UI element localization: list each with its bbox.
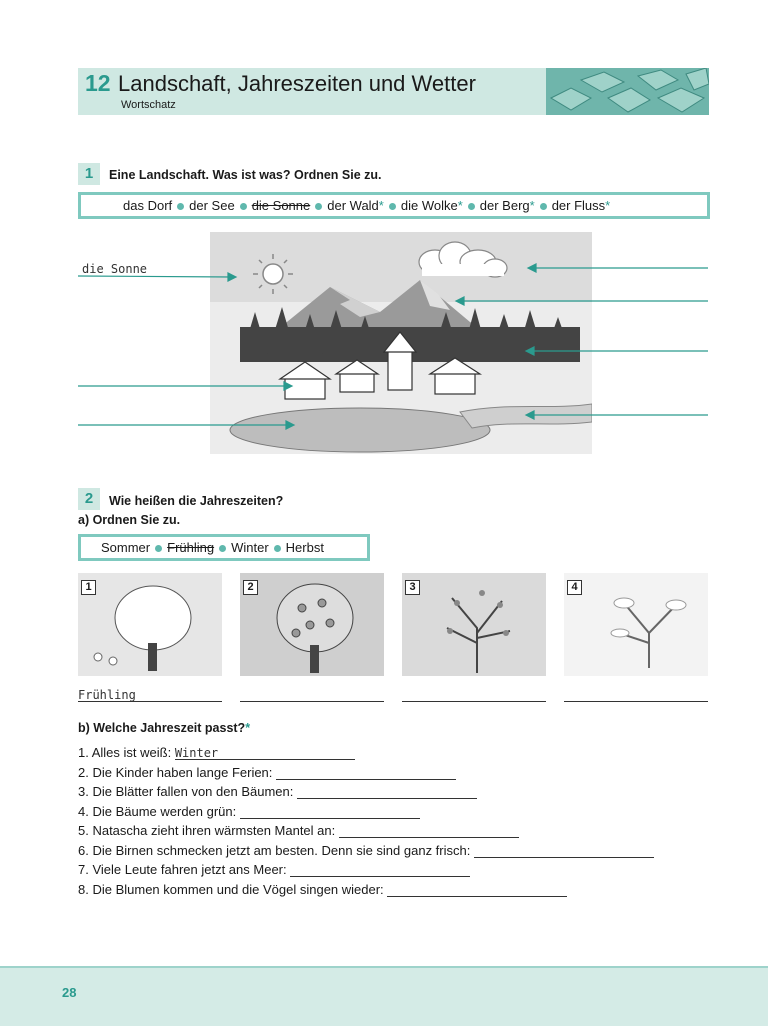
question-text: 6. Die Birnen schmecken jetzt am besten. Denn sie sind ganz frisch: [78,842,474,858]
landscape-word: das Dorf [123,198,173,213]
question-row [78,784,477,799]
question-text: 7. Viele Leute fahren jetzt ans Meer: [78,862,291,877]
page-footer [0,966,768,1026]
question-text: 8. Die Blumen kommen und die Vögel singen wieder: [78,881,388,897]
star-marker: * [457,198,463,213]
separator-dot [219,545,226,552]
season-answer-line[interactable] [240,686,384,702]
landscape-word: der Wald [327,198,379,213]
question-row [78,862,470,877]
word-box-2 [78,534,370,561]
star-marker: * [378,198,384,213]
exercise-2-instruction: Wie heißen die Jahreszeiten? [109,494,284,508]
landscape-word: der Berg [479,198,530,213]
answer-line[interactable] [297,784,477,799]
answer-line[interactable] [240,804,420,819]
unit-title: Landschaft, Jahreszeiten und Wetter [118,71,476,96]
answer-line[interactable] [290,862,470,877]
separator-dot [274,545,281,552]
question-row [78,843,654,858]
season-picture-3 [402,573,546,676]
exercise-1-instruction: Eine Landschaft. Was ist was? Ordnen Sie zu. [109,168,382,182]
unit-subtitle: Wortschatz [121,99,176,111]
question-text: 1. Alles ist weiß: [78,745,175,760]
answer-line[interactable] [175,745,355,760]
question-row [78,882,567,897]
season-picture-number: 2 [243,580,258,595]
landscape-word: der Fluss [551,198,606,213]
answer-line[interactable] [339,823,519,838]
separator-dot [155,545,162,552]
exercise-2a-instruction: a) Ordnen Sie zu. [78,513,181,527]
page-number: 28 [62,985,77,1000]
season-picture-1 [78,573,222,676]
question-text: 5. Natascha zieht ihren wärmsten Mantel an: [78,823,339,838]
answer-line[interactable] [276,765,456,780]
handwritten-answer: Winter [174,746,219,760]
season-word: Herbst [285,540,324,555]
season-picture-number: 4 [567,580,582,595]
exercise-1-number: 1 [78,163,100,185]
question-text: 3. Die Blätter fallen von den Bäumen: [78,784,297,799]
season-answer: Frühling [78,688,136,702]
unit-number: 12 [85,70,111,96]
exercise-2-number: 2 [78,488,100,510]
question-row [78,745,355,760]
exercise-2b-instruction [78,721,250,735]
season-picture-2 [240,573,384,676]
season-picture-4 [564,573,708,676]
season-word: Winter [231,540,269,555]
answer-line[interactable] [387,882,567,897]
star-marker: * [529,198,535,213]
season-answer-line[interactable] [402,686,546,702]
question-text: 2. Die Kinder haben lange Ferien: [78,764,277,780]
season-word: Sommer [101,540,151,555]
part-b-text: b) Welche Jahreszeit passt? [78,721,246,735]
season-picture-number: 1 [81,580,96,595]
landscape-word: die Sonne [251,198,311,213]
example-answer-sonne: die Sonne [82,262,148,276]
question-row [78,804,420,819]
answer-line[interactable] [474,843,654,858]
question-row [78,765,456,780]
question-row [78,823,519,838]
landscape-word: die Wolke [400,198,458,213]
landscape-word: der See [189,198,235,213]
season-answer-line[interactable] [78,686,222,702]
season-word: Frühling [167,540,215,555]
season-answer-line[interactable] [564,686,708,702]
season-picture-number: 3 [405,580,420,595]
star-marker: * [605,198,611,213]
part-b-star: * [245,721,251,735]
question-text: 4. Die Bäume werden grün: [78,803,240,819]
